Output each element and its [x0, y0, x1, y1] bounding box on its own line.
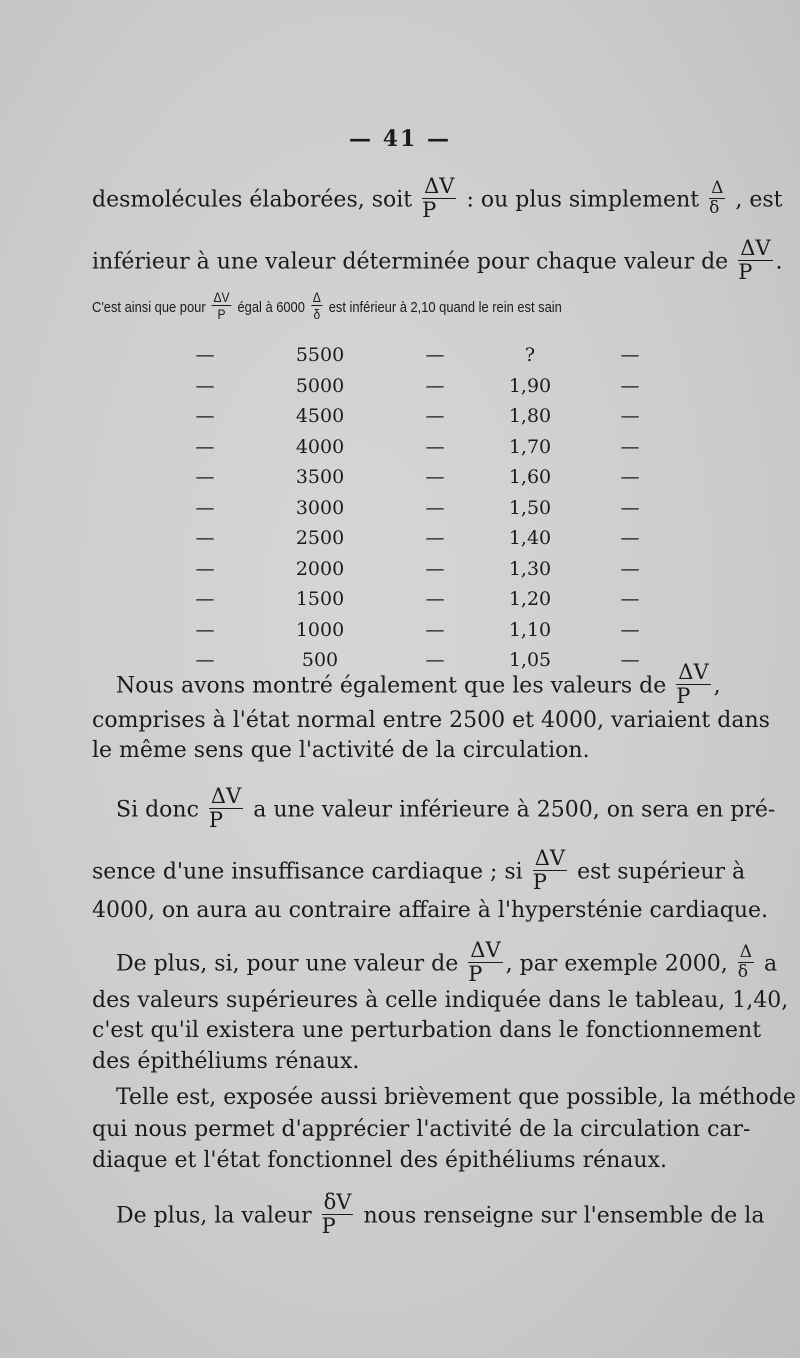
trailing-dash: —	[620, 588, 640, 611]
middle-dash: —	[425, 435, 445, 458]
leading-dash: —	[195, 435, 215, 458]
row-limit: 1,70	[508, 435, 552, 458]
table-row	[170, 462, 670, 493]
row-limit: 1,10	[508, 618, 552, 641]
numerator: ΔV	[213, 289, 230, 305]
paragraph-3-line-1	[116, 784, 776, 832]
text-span: De plus, la valeur	[116, 1203, 312, 1229]
text-span: , par exemple 2000,	[505, 951, 728, 977]
paragraph-6-line-1	[116, 1190, 765, 1238]
table-row	[170, 584, 670, 615]
middle-dash: —	[425, 557, 445, 580]
numerator: ΔV	[740, 236, 771, 260]
paragraph-5-line-2: qui nous permet d'apprécier l'activité de la circulation car-	[92, 1117, 751, 1142]
row-limit: 1,80	[508, 405, 552, 428]
fraction-deltaV-over-P	[533, 848, 567, 893]
trailing-dash: —	[620, 405, 640, 428]
table-row	[170, 615, 670, 646]
paragraph-4-line-1	[116, 938, 778, 986]
leading-dash: —	[195, 557, 215, 580]
row-limit: 1,20	[508, 588, 552, 611]
text-span: nous renseigne sur l'ensemble de la	[363, 1203, 765, 1229]
fraction-dV-over-P	[322, 1192, 354, 1237]
denominator: δ	[313, 306, 321, 322]
paragraph-3-line-3: 4000, on aura au contraire affaire à l'hypersténie cardiaque.	[92, 898, 769, 923]
denominator: P	[738, 260, 753, 284]
numerator: Δ	[312, 289, 321, 305]
table-body	[170, 340, 670, 676]
row-value: 3000	[295, 496, 345, 519]
trailing-dash: —	[620, 618, 640, 641]
row-value: 1500	[295, 588, 345, 611]
text-span: Si donc	[116, 797, 199, 823]
row-value: 4500	[295, 405, 345, 428]
paragraph-2-line-3: le même sens que l'activité de la circulation.	[92, 738, 590, 763]
row-value: 5000	[295, 374, 345, 397]
middle-dash: —	[425, 527, 445, 550]
trailing-dash: —	[620, 435, 640, 458]
numerator: ΔV	[534, 846, 566, 870]
table-row	[170, 401, 670, 432]
trailing-dash: —	[620, 496, 640, 519]
leading-dash: —	[195, 496, 215, 519]
text-span: sence d'une insuffisance cardiaque ; si	[92, 859, 523, 885]
trailing-dash: —	[620, 344, 640, 367]
row-value: 2000	[295, 557, 345, 580]
fraction-deltaV-over-P	[738, 238, 772, 283]
denominator: P	[468, 962, 483, 986]
paragraph-3-line-2	[92, 846, 746, 894]
text-span: égal à 6000	[237, 299, 305, 316]
text-span: est inférieur à 2,10 quand le rein est sain	[328, 299, 562, 316]
row-limit: ?	[524, 344, 536, 367]
numerator: ΔV	[470, 938, 501, 962]
table-row	[170, 523, 670, 554]
row-value: 500	[301, 649, 339, 672]
fraction-deltaV-over-P	[212, 290, 232, 321]
text-span: est supérieur à	[577, 859, 746, 885]
leading-dash: —	[195, 344, 215, 367]
text-span: ,	[713, 673, 721, 699]
row-value: 1000	[295, 618, 345, 641]
fraction-deltaV-over-P	[209, 786, 243, 831]
text-span: .	[775, 249, 783, 275]
table-row	[170, 493, 670, 524]
text-span: C'est ainsi que pour	[92, 299, 206, 316]
paragraph-1-line-1	[92, 174, 783, 222]
table-intro	[92, 289, 625, 336]
numerator: ΔV	[424, 174, 455, 198]
middle-dash: —	[425, 466, 445, 489]
text-span: De plus, si, pour une valeur de	[116, 951, 459, 977]
leading-dash: —	[195, 527, 215, 550]
paragraph-4-line-2: des valeurs supérieures à celle indiquée dans le tableau, 1,40,	[92, 988, 789, 1013]
middle-dash: —	[425, 496, 445, 519]
leading-dash: —	[195, 405, 215, 428]
denominator: P	[321, 1214, 336, 1238]
paragraph-4-line-4: des épithéliums rénaux.	[92, 1049, 360, 1074]
leading-dash: —	[195, 588, 215, 611]
row-value: 2500	[295, 527, 345, 550]
paragraph-5-line-1: Telle est, exposée aussi brièvement que possible, la méthode	[116, 1085, 796, 1110]
fraction-deltaV-over-P	[676, 662, 710, 707]
row-limit: 1,05	[508, 649, 552, 672]
trailing-dash: —	[620, 557, 640, 580]
middle-dash: —	[425, 344, 445, 367]
values-table	[170, 340, 670, 676]
page-number: — 41 —	[349, 126, 451, 152]
trailing-dash: —	[620, 466, 640, 489]
middle-dash: —	[425, 588, 445, 611]
leading-dash: —	[195, 649, 215, 672]
text-span: a	[764, 951, 778, 977]
denominator: P	[208, 808, 224, 832]
text-span: , est	[735, 187, 783, 213]
row-limit: 1,90	[508, 374, 552, 397]
leading-dash: —	[195, 466, 215, 489]
paragraph-5-line-3: diaque et l'état fonctionnel des épithéliums rénaux.	[92, 1148, 667, 1173]
middle-dash: —	[425, 649, 445, 672]
trailing-dash: —	[620, 649, 640, 672]
middle-dash: —	[425, 618, 445, 641]
leading-dash: —	[195, 618, 215, 641]
fraction-deltaV-over-P	[468, 940, 502, 985]
table-row	[170, 554, 670, 585]
trailing-dash: —	[620, 374, 640, 397]
row-limit: 1,50	[508, 496, 552, 519]
leading-dash: —	[195, 374, 215, 397]
denominator: δ	[709, 198, 720, 218]
text-span: desmolécules élaborées, soit	[92, 187, 413, 213]
denominator: P	[676, 684, 691, 708]
row-value: 4000	[295, 435, 345, 458]
table-row	[170, 340, 670, 371]
numerator: ΔV	[210, 784, 242, 808]
numerator: δV	[323, 1190, 352, 1214]
numerator: Δ	[711, 178, 724, 198]
middle-dash: —	[425, 374, 445, 397]
trailing-dash: —	[620, 527, 640, 550]
fraction-deltaV-over-P	[422, 176, 456, 221]
paragraph-2-line-2: comprises à l'état normal entre 2500 et 4000, variaient dans	[92, 708, 770, 733]
table-row	[170, 371, 670, 402]
fraction-Delta-over-delta	[738, 944, 754, 981]
numerator: ΔV	[678, 660, 709, 684]
numerator: Δ	[739, 942, 753, 962]
table-row	[170, 432, 670, 463]
text-span: a une valeur inférieure à 2500, on sera en pré-	[253, 797, 776, 823]
denominator: P	[532, 870, 547, 894]
row-value: 5500	[295, 344, 345, 367]
denominator: δ	[737, 962, 748, 982]
fraction-Delta-over-delta	[311, 290, 322, 321]
middle-dash: —	[425, 405, 445, 428]
row-limit: 1,60	[508, 466, 552, 489]
fraction-Delta-over-delta	[709, 180, 725, 217]
paragraph-4-line-3: c'est qu'il existera une perturbation dans le fonctionnement	[92, 1018, 762, 1043]
text-span: Nous avons montré également que les valeurs de	[116, 673, 667, 699]
row-value: 3500	[295, 466, 345, 489]
denominator: P	[217, 306, 226, 322]
row-limit: 1,30	[508, 557, 552, 580]
denominator: P	[422, 198, 437, 222]
text-span: inférieur à une valeur déterminée pour chaque valeur de	[92, 249, 729, 275]
text-span: : ou plus simplement	[466, 187, 700, 213]
row-limit: 1,40	[508, 527, 552, 550]
